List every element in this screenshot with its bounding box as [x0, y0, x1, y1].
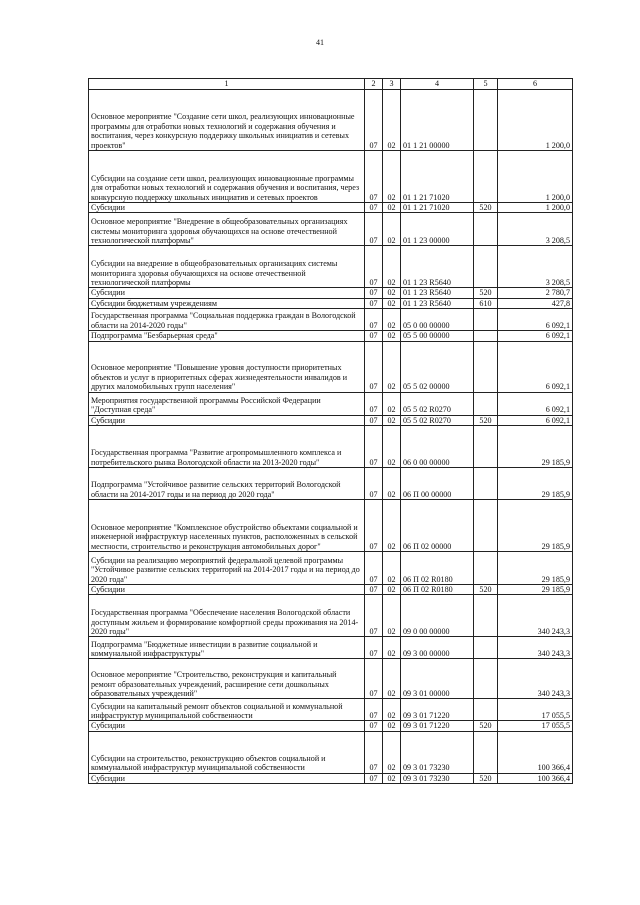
header-col-1: 1 [89, 79, 365, 90]
table-row [89, 246, 573, 288]
cell-name: Основное мероприятие "Повышение уровня доступности приоритетных объектов и услуг в приоритетных сферах жизнедеятельности инвалидов и других маломобильных групп населения" [89, 341, 365, 392]
cell-subsection: 02 [383, 585, 401, 595]
cell-section: 07 [365, 721, 383, 731]
cell-amount: 29 185,9 [498, 500, 573, 552]
cell-subsection: 02 [383, 309, 401, 331]
cell-section: 07 [365, 213, 383, 246]
cell-amount: 340 243,3 [498, 637, 573, 659]
cell-expense-type [474, 500, 498, 552]
cell-target-article: 09 3 01 00000 [401, 659, 474, 699]
table-row [89, 773, 573, 783]
cell-name: Субсидии [89, 203, 365, 213]
cell-name: Основное мероприятие "Строительство, реконструкция и капитальный ремонт образовательных учреждений, расширение сети дошкольных образовательных учреждений" [89, 659, 365, 699]
cell-target-article: 09 0 00 00000 [401, 595, 474, 637]
cell-expense-type [474, 731, 498, 773]
cell-section: 07 [365, 500, 383, 552]
cell-expense-type: 520 [474, 203, 498, 213]
cell-amount: 3 208,5 [498, 213, 573, 246]
cell-expense-type: 520 [474, 721, 498, 731]
cell-amount: 1 200,0 [498, 90, 573, 151]
cell-expense-type [474, 331, 498, 341]
table-row [89, 331, 573, 341]
cell-section: 07 [365, 731, 383, 773]
cell-target-article: 09 3 00 00000 [401, 637, 474, 659]
cell-amount: 6 092,1 [498, 341, 573, 392]
cell-section: 07 [365, 426, 383, 468]
cell-expense-type: 610 [474, 298, 498, 308]
cell-expense-type: 520 [474, 773, 498, 783]
header-col-4: 4 [401, 79, 474, 90]
table-row [89, 392, 573, 415]
cell-name: Субсидии на создание сети школ, реализующих инновационные программы для отработки новых технологий и содержания обучения и воспитания, через конкурсную поддержку школьных инициатив и сетевых проектов [89, 151, 365, 203]
cell-subsection: 02 [383, 90, 401, 151]
cell-subsection: 02 [383, 468, 401, 500]
cell-name: Основное мероприятие "Внедрение в общеобразовательных организациях системы мониторинга здоровья обучающихся на основе отечественной технологической платформы" [89, 213, 365, 246]
cell-amount: 340 243,3 [498, 595, 573, 637]
table-row [89, 203, 573, 213]
cell-subsection: 02 [383, 500, 401, 552]
cell-amount: 100 366,4 [498, 773, 573, 783]
cell-target-article: 01 1 23 00000 [401, 213, 474, 246]
cell-expense-type [474, 468, 498, 500]
cell-subsection: 02 [383, 331, 401, 341]
cell-expense-type [474, 595, 498, 637]
cell-amount: 29 185,9 [498, 468, 573, 500]
cell-target-article: 09 3 01 73230 [401, 731, 474, 773]
table-row [89, 213, 573, 246]
cell-name: Государственная программа "Развитие агропромышленного комплекса и потребительского рынка Вологодской области на 2013-2020 годы" [89, 426, 365, 468]
table-row [89, 151, 573, 203]
cell-name: Субсидии на внедрение в общеобразовательных организациях системы мониторинга здоровья обучающихся на основе отечественной технологической платформы [89, 246, 365, 288]
cell-section: 07 [365, 246, 383, 288]
cell-section: 07 [365, 298, 383, 308]
cell-name: Субсидии на строительство, реконструкцию объектов социальной и коммунальной инфраструктур муниципальной собственности [89, 731, 365, 773]
cell-expense-type [474, 90, 498, 151]
cell-name: Субсидии бюджетным учреждениям [89, 298, 365, 308]
cell-subsection: 02 [383, 731, 401, 773]
cell-target-article: 05 5 02 R0270 [401, 415, 474, 425]
table-row [89, 309, 573, 331]
header-col-3: 3 [383, 79, 401, 90]
header-row [89, 79, 573, 90]
cell-target-article: 05 0 00 00000 [401, 309, 474, 331]
table-row [89, 552, 573, 585]
cell-target-article: 05 5 00 00000 [401, 331, 474, 341]
cell-subsection: 02 [383, 213, 401, 246]
table-row [89, 585, 573, 595]
cell-target-article: 06 П 02 R0180 [401, 585, 474, 595]
cell-subsection: 02 [383, 415, 401, 425]
header-col-5: 5 [474, 79, 498, 90]
cell-name: Государственная программа "Обеспечение населения Вологодской области доступным жильем и формирование комфортной среды проживания на 2014-2020 годы" [89, 595, 365, 637]
table-row [89, 500, 573, 552]
cell-amount: 340 243,3 [498, 659, 573, 699]
cell-subsection: 02 [383, 341, 401, 392]
cell-subsection: 02 [383, 773, 401, 783]
cell-target-article: 09 3 01 71220 [401, 699, 474, 721]
cell-section: 07 [365, 659, 383, 699]
cell-expense-type: 520 [474, 585, 498, 595]
table-row [89, 731, 573, 773]
cell-name: Государственная программа "Социальная поддержка граждан в Вологодской области на 2014-2020 годы" [89, 309, 365, 331]
cell-expense-type: 520 [474, 415, 498, 425]
cell-subsection: 02 [383, 659, 401, 699]
cell-subsection: 02 [383, 552, 401, 585]
cell-expense-type [474, 426, 498, 468]
cell-subsection: 02 [383, 298, 401, 308]
cell-name: Субсидии [89, 415, 365, 425]
cell-section: 07 [365, 595, 383, 637]
cell-name: Субсидии [89, 773, 365, 783]
cell-target-article: 06 П 02 00000 [401, 500, 474, 552]
table-row [89, 415, 573, 425]
cell-subsection: 02 [383, 246, 401, 288]
cell-expense-type [474, 151, 498, 203]
cell-subsection: 02 [383, 637, 401, 659]
cell-name: Субсидии на реализацию мероприятий федеральной целевой программы "Устойчивое развитие сельских территорий на 2014-2017 годы и на период до 2020 года" [89, 552, 365, 585]
cell-name: Субсидии [89, 585, 365, 595]
cell-amount: 3 208,5 [498, 246, 573, 288]
cell-subsection: 02 [383, 595, 401, 637]
cell-target-article: 01 1 23 R5640 [401, 288, 474, 298]
cell-section: 07 [365, 309, 383, 331]
cell-section: 07 [365, 552, 383, 585]
cell-name: Подпрограмма "Устойчивое развитие сельских территорий Вологодской области на 2014-2017 годы и на период до 2020 года" [89, 468, 365, 500]
cell-name: Субсидии [89, 721, 365, 731]
cell-amount: 427,8 [498, 298, 573, 308]
page-number: 41 [316, 38, 324, 47]
cell-target-article: 01 1 21 71020 [401, 203, 474, 213]
cell-subsection: 02 [383, 203, 401, 213]
table-body [89, 90, 573, 784]
cell-amount: 17 055,5 [498, 721, 573, 731]
cell-name: Основное мероприятие "Создание сети школ, реализующих инновационные программы для отработки новых технологий и содержания обучения и воспитания, через конкурсную поддержку школьных инициатив и сетевых проектов" [89, 90, 365, 151]
cell-amount: 1 200,0 [498, 151, 573, 203]
cell-section: 07 [365, 585, 383, 595]
cell-amount: 29 185,9 [498, 585, 573, 595]
cell-amount: 6 092,1 [498, 309, 573, 331]
cell-name: Подпрограмма "Безбарьерная среда" [89, 331, 365, 341]
cell-section: 07 [365, 288, 383, 298]
cell-expense-type [474, 552, 498, 585]
table-row [89, 659, 573, 699]
cell-target-article: 05 5 02 00000 [401, 341, 474, 392]
cell-expense-type [474, 309, 498, 331]
table-row [89, 721, 573, 731]
cell-amount: 1 200,0 [498, 203, 573, 213]
cell-amount: 100 366,4 [498, 731, 573, 773]
table-row [89, 288, 573, 298]
cell-amount: 29 185,9 [498, 552, 573, 585]
cell-target-article: 09 3 01 71220 [401, 721, 474, 731]
budget-table [88, 78, 573, 784]
cell-section: 07 [365, 637, 383, 659]
cell-target-article: 09 3 01 73230 [401, 773, 474, 783]
cell-section: 07 [365, 468, 383, 500]
cell-target-article: 01 1 23 R5640 [401, 298, 474, 308]
cell-section: 07 [365, 331, 383, 341]
cell-target-article: 01 1 21 71020 [401, 151, 474, 203]
cell-amount: 29 185,9 [498, 426, 573, 468]
cell-section: 07 [365, 392, 383, 415]
cell-subsection: 02 [383, 151, 401, 203]
cell-name: Субсидии на капитальный ремонт объектов социальной и коммунальной инфраструктур муниципальной собственности [89, 699, 365, 721]
cell-subsection: 02 [383, 392, 401, 415]
cell-section: 07 [365, 415, 383, 425]
cell-subsection: 02 [383, 426, 401, 468]
cell-section: 07 [365, 699, 383, 721]
cell-amount: 17 055,5 [498, 699, 573, 721]
cell-expense-type: 520 [474, 288, 498, 298]
cell-expense-type [474, 341, 498, 392]
cell-target-article: 06 П 00 00000 [401, 468, 474, 500]
cell-expense-type [474, 246, 498, 288]
cell-target-article: 06 П 02 R0180 [401, 552, 474, 585]
cell-section: 07 [365, 203, 383, 213]
cell-expense-type [474, 659, 498, 699]
cell-amount: 6 092,1 [498, 415, 573, 425]
cell-subsection: 02 [383, 699, 401, 721]
cell-target-article: 01 1 23 R5640 [401, 246, 474, 288]
cell-amount: 2 780,7 [498, 288, 573, 298]
table-row [89, 90, 573, 151]
cell-section: 07 [365, 341, 383, 392]
cell-section: 07 [365, 90, 383, 151]
cell-name: Субсидии [89, 288, 365, 298]
header-col-6: 6 [498, 79, 573, 90]
cell-target-article: 01 1 21 00000 [401, 90, 474, 151]
cell-name: Основное мероприятие "Комплексное обустройство объектами социальной и инженерной инфраструктур населенных пунктов, расположенных в сельской местности, строительство и реконструкция автомобильных дорог" [89, 500, 365, 552]
cell-target-article: 06 0 00 00000 [401, 426, 474, 468]
cell-target-article: 05 5 02 R0270 [401, 392, 474, 415]
table-row [89, 595, 573, 637]
table-row [89, 426, 573, 468]
cell-expense-type [474, 213, 498, 246]
cell-subsection: 02 [383, 288, 401, 298]
table-row [89, 699, 573, 721]
cell-amount: 6 092,1 [498, 331, 573, 341]
cell-section: 07 [365, 773, 383, 783]
table-row [89, 298, 573, 308]
cell-name: Подпрограмма "Бюджетные инвестиции в развитие социальной и коммунальной инфраструктуры" [89, 637, 365, 659]
cell-expense-type [474, 699, 498, 721]
table-row [89, 468, 573, 500]
cell-section: 07 [365, 151, 383, 203]
cell-amount: 6 092,1 [498, 392, 573, 415]
cell-name: Мероприятия государственной программы Российской Федерации "Доступная среда" [89, 392, 365, 415]
table-row [89, 341, 573, 392]
cell-subsection: 02 [383, 721, 401, 731]
table-row [89, 637, 573, 659]
header-col-2: 2 [365, 79, 383, 90]
cell-expense-type [474, 637, 498, 659]
cell-expense-type [474, 392, 498, 415]
